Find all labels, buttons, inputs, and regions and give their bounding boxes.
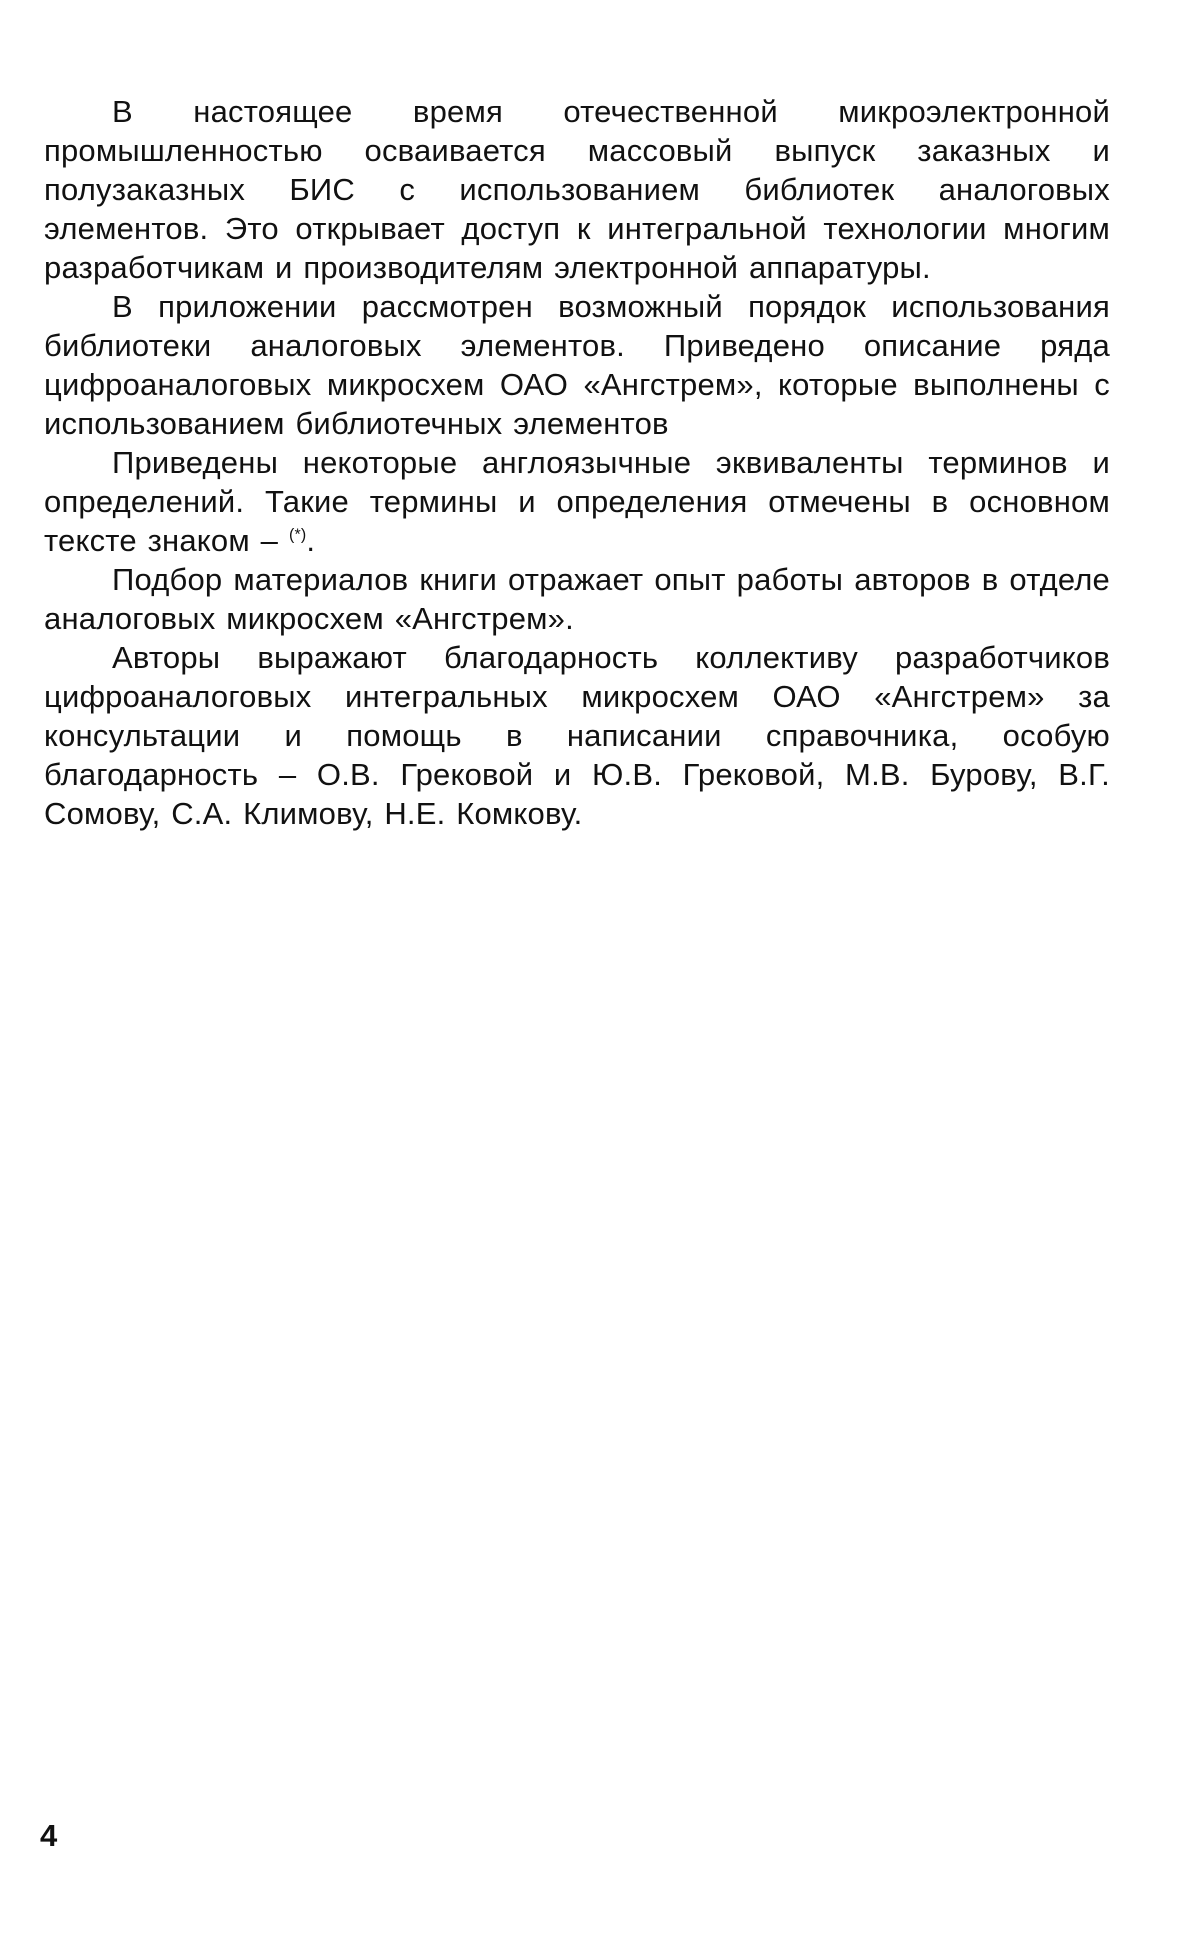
paragraph-3-text: Приведены некоторые англоязычные эквиваленты терминов и определений. Такие термины и определения отмечены в основном тексте знаком – <box>44 445 1110 558</box>
footnote-mark: (*) <box>288 526 307 544</box>
page-number: 4 <box>40 1818 58 1853</box>
paragraph-4: Подбор материалов книги отражает опыт работы авторов в отделе аналоговых микросхем «Ангстрем». <box>44 562 1110 636</box>
paragraph-2: В приложении рассмотрен возможный порядок использования библиотеки аналоговых элементов. Приведено описание ряда цифроаналоговых микросхем ОАО «Ангстрем», которые выполнены с использованием библиотечных элементов <box>44 289 1110 441</box>
paragraph-3-end: . <box>306 523 316 558</box>
paragraph-3 <box>44 443 1110 560</box>
paragraph-1: В настоящее время отечественной микроэлектронной промышленностью осваивается массовый выпуск заказных и полузаказных БИС с использованием библиотек аналоговых элементов. Это открывает доступ к интегральной технологии многим разработчикам и производителям электронной аппаратуры. <box>44 94 1110 285</box>
paragraph-5: Авторы выражают благодарность коллективу разработчиков цифроаналоговых интегральных микросхем ОАО «Ангстрем» за консультации и помощь в написании справочника, особую благодарность – О.В. Грековой и Ю.В. Грековой, М.В. Бурову, В.Г. Сомову, С.А. Климову, Н.Е. Комкову. <box>44 640 1110 831</box>
body-text <box>44 92 1110 833</box>
